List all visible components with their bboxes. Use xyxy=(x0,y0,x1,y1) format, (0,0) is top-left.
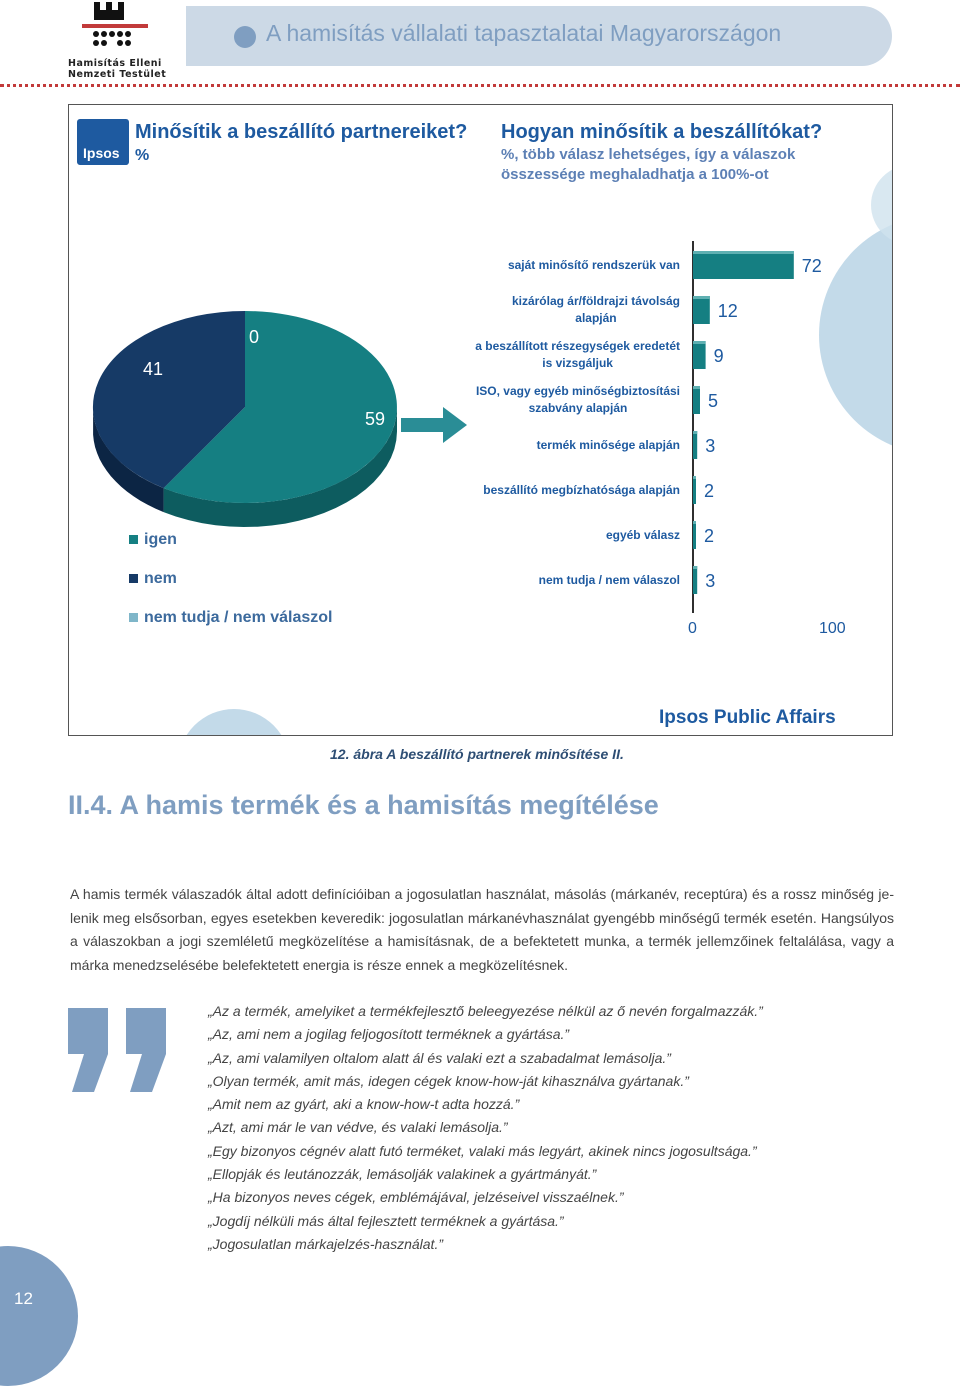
bar-highlight xyxy=(693,251,794,254)
bar-chart-title: Hogyan minősítik a beszállítókat? xyxy=(501,121,823,143)
pie-chart-unit: % xyxy=(135,147,150,164)
legend-label: nem tudja / nem válaszol xyxy=(144,609,333,626)
bar xyxy=(693,296,710,324)
quote-item: „Az a termék, amelyiket a termékfejlesztő beleegyezése nélkül az ő nevén forgalmazzák.” xyxy=(208,1003,763,1019)
quote-item: „Amit nem az gyárt, aki a know-how-t adta hozzá.” xyxy=(208,1096,520,1113)
bar-category-label-line: kizárólag ár/földrajzi távolság xyxy=(511,294,680,308)
bar xyxy=(693,251,794,279)
legend-item-igen xyxy=(129,531,177,549)
quote-item: „Jogosulatlan márkajelzés-használat.” xyxy=(208,1235,443,1252)
bar-highlight xyxy=(693,566,697,569)
bar-category-label-line: saját minősítő rendszerük van xyxy=(507,257,680,272)
bar xyxy=(693,386,700,414)
quote-item: „Jogdíj nélküli más által fejlesztett terméknek a gyártása.” xyxy=(208,1212,564,1229)
header-divider xyxy=(0,84,960,87)
quote-item: „Az, ami nem a jogilag feljogosított terméknek a gyártása.” xyxy=(208,1026,570,1043)
bar-tick-label: 0 xyxy=(688,620,697,637)
header-title: A hamisítás vállalati tapasztalatai Magyarországon xyxy=(266,20,782,46)
arrow-icon xyxy=(401,407,467,443)
bar-chart-subtitle-line1: %, több válasz lehetséges, így a válaszok xyxy=(501,146,796,163)
quote-item: „Ha bizonyos neves cégek, emblémájával, jelzéseivel visszaélnek.” xyxy=(208,1189,624,1206)
figure-caption: 12. ábra A beszállító partnerek minősítése II. xyxy=(330,746,624,762)
legend-item-nem xyxy=(129,570,177,588)
ipsos-logo xyxy=(77,119,129,165)
bar-data-label: 3 xyxy=(705,436,716,456)
bar-data-label: 12 xyxy=(717,301,738,321)
bar-category-label-line: szabvány alapján xyxy=(528,401,628,415)
bar-category-label-line: alapján xyxy=(575,311,617,325)
decor-circle-right xyxy=(819,215,892,455)
logo-text xyxy=(68,58,166,80)
bar-category-label-line: egyéb válasz xyxy=(605,527,680,542)
bar-category-label xyxy=(508,257,680,274)
bar-tick-label: 100 xyxy=(819,620,846,637)
pie-data-label: 41 xyxy=(143,359,164,379)
legend-label: igen xyxy=(144,531,177,548)
logo-text-line2: Nemzeti Testület xyxy=(68,69,167,80)
bar-category-label xyxy=(476,383,680,417)
bar-category-label-line: a beszállított részegységek eredetét xyxy=(475,339,680,353)
bar-category-label-line: is vizsgáljuk xyxy=(542,356,613,370)
bar-highlight xyxy=(693,476,696,479)
header-banner xyxy=(186,6,892,66)
bar-category-label xyxy=(606,527,680,544)
figure-panel xyxy=(68,104,893,736)
bar-chart xyxy=(688,241,846,637)
pie-data-label: 59 xyxy=(365,409,386,429)
bar-highlight xyxy=(693,296,710,299)
bar-category-label-line: ISO, vagy egyéb minőségbiztosítási xyxy=(475,384,680,398)
bar xyxy=(693,566,697,594)
bar-category-label xyxy=(483,482,680,499)
bar-highlight xyxy=(693,341,706,344)
pie-chart-title: Minősítik a beszállító partnereiket? xyxy=(135,121,468,143)
legend-swatch-icon xyxy=(129,613,138,622)
bar-category-label-line: beszállító megbízhatósága alapján xyxy=(483,482,680,497)
page-number-badge xyxy=(0,1246,78,1386)
logo-text-line1: Hamisítás Elleni xyxy=(68,58,162,69)
quote-mark-icon xyxy=(62,1004,174,1096)
bar-category-label-line: nem tudja / nem válaszol xyxy=(538,572,680,587)
quote-item: „Ellopják és leutánozzák, lemásolják valakinek a gyártmányát.” xyxy=(208,1166,597,1183)
bar-category-label xyxy=(539,572,680,589)
bar-category-label-line: termék minősége alapján xyxy=(536,437,680,452)
bar xyxy=(693,521,696,549)
body-paragraph: A hamis termék válaszadók által adott definícióiban a jogosulatlan használat, másolás (márkanév, receptúra) és a rossz minőség jelenik meg elsősorban, egyes esetekben keveredik: jogosulatlan márkanévhasználat gyengébb minőségű termék esetén. Hangsúlyos a válaszokban a jogi szemléletű megközelítése a hamisításnak, de a befektetett munka, a termék jellemzőinek feltalálása, vagy a márka menedzselésébe belefektetett energia is része ennek a megközelítésnek. xyxy=(70,886,894,973)
bar xyxy=(693,431,697,459)
bullet-icon xyxy=(234,26,256,48)
bar-chart-subtitle xyxy=(501,145,841,185)
quote-item: „Olyan termék, amit más, idegen cégek know-how-ját kihasználva gyártanak.” xyxy=(208,1072,689,1089)
decor-circle-bottom xyxy=(178,709,290,735)
pie-chart xyxy=(93,311,397,527)
ipsos-logo-text: Ipsos xyxy=(83,145,120,161)
quote-item: „Azt, ami már le van védve, és valaki lemásolja.” xyxy=(208,1119,508,1136)
bar-data-label: 2 xyxy=(704,526,715,546)
legend-label: nem xyxy=(144,570,177,587)
bar-highlight xyxy=(693,431,697,434)
bar xyxy=(693,476,696,504)
legend-item-nem-tudja xyxy=(129,609,333,627)
bar-data-label: 72 xyxy=(801,256,822,276)
bar xyxy=(693,341,706,369)
pie-data-label: 0 xyxy=(249,327,260,347)
bar-highlight xyxy=(693,386,700,389)
quote-item: „Az, ami valamilyen oltalom alatt ál és valaki ezt a szabadalmat lemásolja.” xyxy=(208,1049,671,1066)
page-number: 12 xyxy=(14,1289,33,1308)
legend-swatch-icon xyxy=(129,574,138,583)
bar-chart-subtitle-line2: összessége meghaladhatja a 100%-ot xyxy=(501,166,769,183)
bar-data-label: 5 xyxy=(708,391,719,411)
bar-category-label xyxy=(512,293,680,327)
quote-list xyxy=(208,1000,763,1256)
ipsos-public-affairs-brand: Ipsos Public Affairs xyxy=(659,707,836,728)
bar-category-label xyxy=(537,437,680,454)
bar-data-label: 2 xyxy=(704,481,715,501)
bar-category-label xyxy=(475,338,680,372)
quote-item: „Egy bizonyos cégnév alatt futó terméket, valaki más legyárt, akinek nincs jogosultsága.” xyxy=(208,1142,757,1159)
figure-graphics xyxy=(69,105,892,735)
section-title: II.4. A hamis termék és a hamisítás megítélése xyxy=(68,790,659,820)
bar-data-label: 3 xyxy=(705,571,716,591)
bar-data-label: 9 xyxy=(713,346,724,366)
legend-swatch-icon xyxy=(129,535,138,544)
bar-highlight xyxy=(693,521,696,524)
